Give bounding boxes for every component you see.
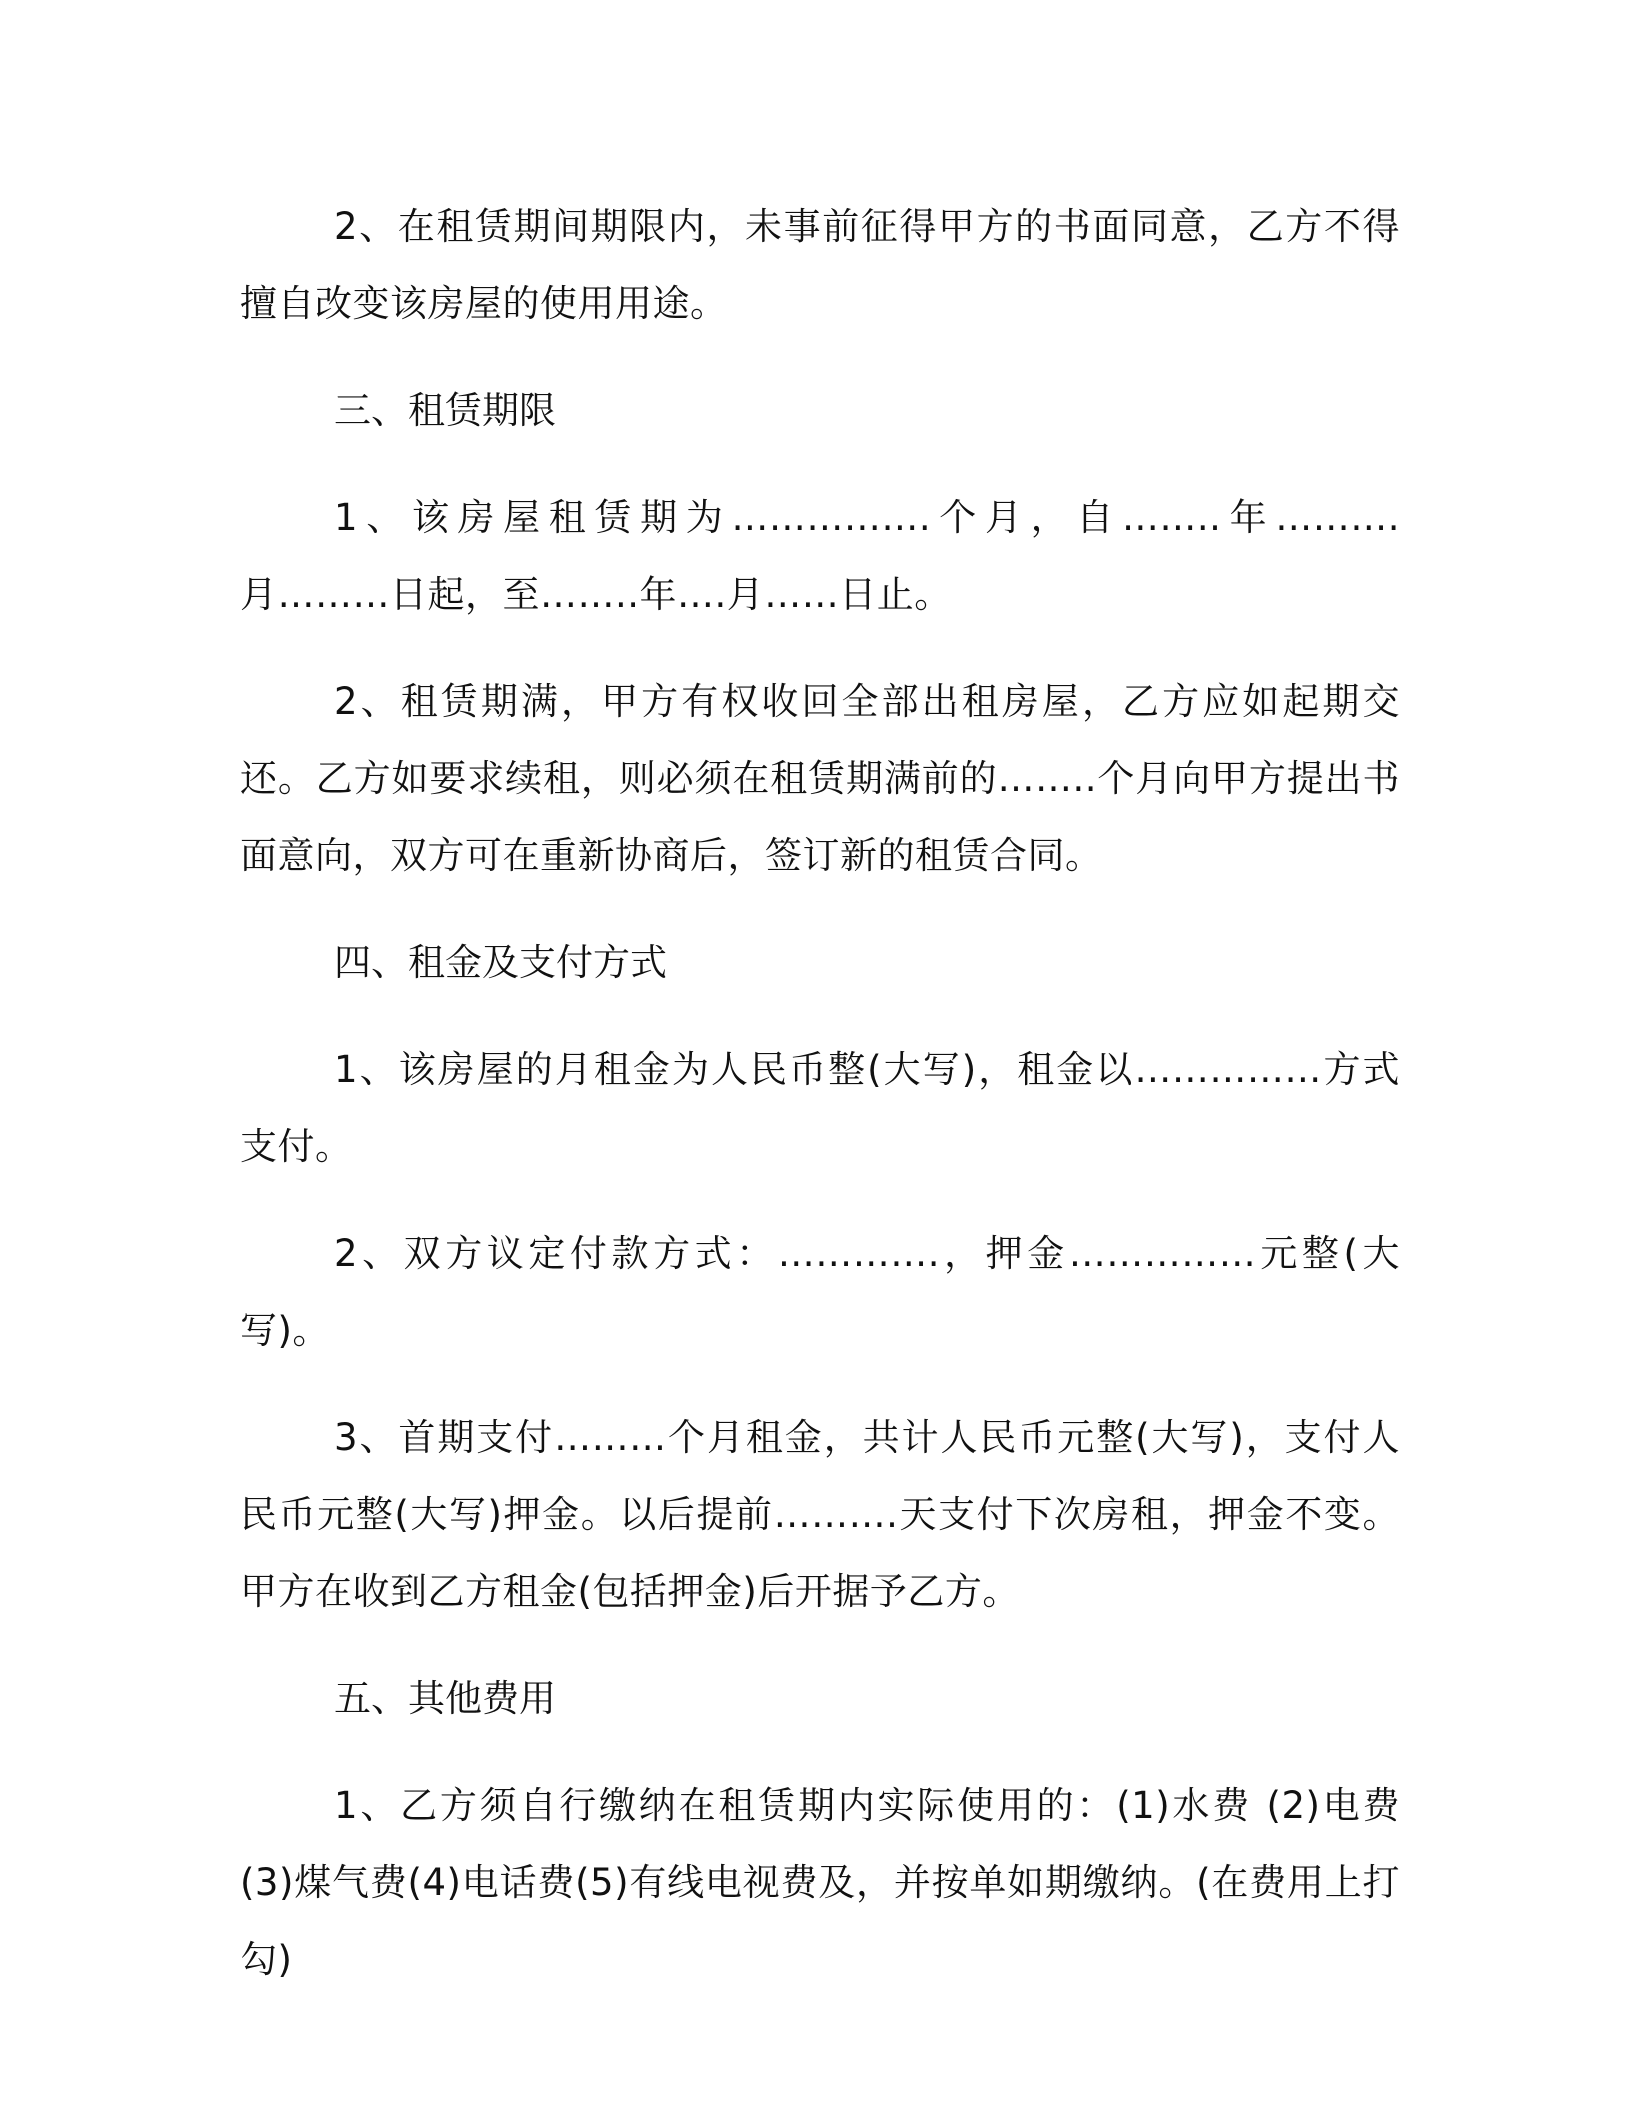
clause-4-2-payment: 2、双方议定付款方式：………….，押金……………元整(大写)。 <box>240 1232 1400 1352</box>
document-body <box>240 188 1400 1998</box>
clause-3-1-term: 1、该房屋租赁期为…………….个月，自……..年……….月………日起，至……..年….月……日止。 <box>240 496 1400 616</box>
section-5-heading: 五、其他费用 <box>334 1677 556 1720</box>
clause-5-1-fees: 1、乙方须自行缴纳在租赁期内实际使用的：(1)水费 (2)电费 (3)煤气费(4)电话费(5)有线电视费及，并按单如期缴纳。(在费用上打勾) <box>240 1784 1400 1981</box>
clause-4-3-first-payment: 3、首期支付………个月租金，共计人民币元整(大写)，支付人民币元整(大写)押金。以后提前……….天支付下次房租，押金不变。甲方在收到乙方租金(包括押金)后开据予乙方。 <box>240 1416 1400 1613</box>
clause-4-1-rent: 1、该房屋的月租金为人民币整(大写)，租金以……………方式支付。 <box>240 1048 1400 1168</box>
section-3-heading: 三、租赁期限 <box>334 389 556 432</box>
section-4-heading: 四、租金及支付方式 <box>334 941 667 984</box>
clause-2-usage: 2、在租赁期间期限内，未事前征得甲方的书面同意，乙方不得擅自改变该房屋的使用用途。 <box>240 205 1400 325</box>
clause-3-2-renewal: 2、租赁期满，甲方有权收回全部出租房屋，乙方应如起期交还。乙方如要求续租，则必须在租赁期满前的……..个月向甲方提出书面意向，双方可在重新协商后，签订新的租赁合同。 <box>240 680 1400 877</box>
